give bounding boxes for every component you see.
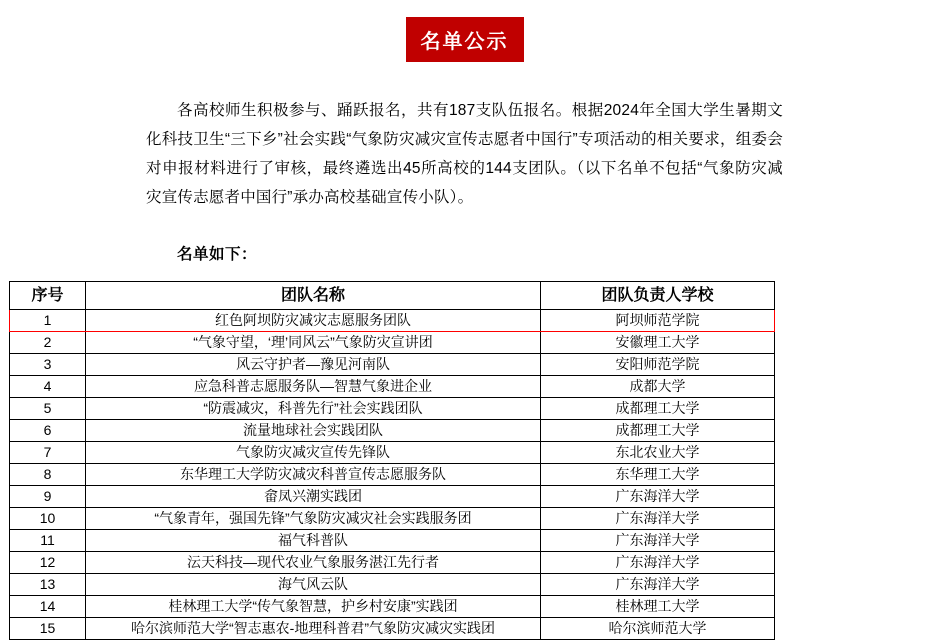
- table-row: [10, 376, 775, 398]
- table-row: [10, 530, 775, 552]
- table-row: [10, 596, 775, 618]
- table-row: [10, 354, 775, 376]
- cell-seq: 4: [10, 376, 86, 398]
- column-header-school: 团队负责人学校: [541, 282, 775, 310]
- table-row: [10, 486, 775, 508]
- table-row: [10, 442, 775, 464]
- cell-school: 广东海洋大学: [541, 530, 775, 552]
- cell-seq: 3: [10, 354, 86, 376]
- roster-table-wrap: [0, 281, 929, 640]
- page-title: 名单公示: [406, 17, 524, 62]
- table-row: [10, 398, 775, 420]
- cell-seq: 11: [10, 530, 86, 552]
- cell-seq: 8: [10, 464, 86, 486]
- column-header-seq: 序号: [10, 282, 86, 310]
- cell-seq: 5: [10, 398, 86, 420]
- cell-school: 成都理工大学: [541, 398, 775, 420]
- cell-team: 气象防灾减灾宣传先锋队: [86, 442, 541, 464]
- cell-team: “防震减灾，科普先行”社会实践团队: [86, 398, 541, 420]
- cell-school: 安阳师范学院: [541, 354, 775, 376]
- cell-school: 安徽理工大学: [541, 332, 775, 354]
- cell-school: 哈尔滨师范大学: [541, 618, 775, 640]
- cell-school: 广东海洋大学: [541, 552, 775, 574]
- cell-team: “气象守望，‘理’同风云”气象防灾宣讲团: [86, 332, 541, 354]
- cell-team: 流量地球社会实践团队: [86, 420, 541, 442]
- cell-seq: 12: [10, 552, 86, 574]
- cell-seq: 14: [10, 596, 86, 618]
- table-header-row: [10, 282, 775, 310]
- roster-table-body: [10, 310, 775, 640]
- cell-team: 畲凤兴潮实践团: [86, 486, 541, 508]
- column-header-team: 团队名称: [86, 282, 541, 310]
- cell-seq: 15: [10, 618, 86, 640]
- cell-team: 哈尔滨师范大学“智志惠农-地理科普君”气象防灾减灾实践团: [86, 618, 541, 640]
- cell-team: 沄天科技—现代农业气象服务湛江先行者: [86, 552, 541, 574]
- cell-team: 海气风云队: [86, 574, 541, 596]
- table-row: [10, 464, 775, 486]
- cell-team: 福气科普队: [86, 530, 541, 552]
- cell-seq: 6: [10, 420, 86, 442]
- title-area: [0, 0, 929, 62]
- table-row: [10, 618, 775, 640]
- cell-team: 应急科普志愿服务队—智慧气象进企业: [86, 376, 541, 398]
- cell-seq: 2: [10, 332, 86, 354]
- cell-school: 阿坝师范学院: [541, 310, 775, 332]
- cell-team: 红色阿坝防灾减灾志愿服务团队: [86, 310, 541, 332]
- cell-school: 广东海洋大学: [541, 574, 775, 596]
- cell-team: 风云守护者—豫见河南队: [86, 354, 541, 376]
- roster-table: [9, 281, 775, 640]
- cell-school: 广东海洋大学: [541, 486, 775, 508]
- table-row: [10, 574, 775, 596]
- cell-school: 东北农业大学: [541, 442, 775, 464]
- list-label: 名单如下：: [177, 246, 258, 263]
- intro-paragraph: 各高校师生积极参与、踊跃报名，共有187支队伍报名。根据2024年全国大学生暑期文化科技卫生“三下乡”社会实践“气象防灾减灾宣传志愿者中国行”专项活动的相关要求，组委会对申报材料进行了审核，最终遴选出45所高校的144支团队。（以下名单不包括“气象防灾减灾宣传志愿者中国行”承办高校基础宣传小队）。: [146, 102, 783, 206]
- cell-school: 广东海洋大学: [541, 508, 775, 530]
- table-row: [10, 508, 775, 530]
- cell-team: 桂林理工大学“传气象智慧，护乡村安康”实践团: [86, 596, 541, 618]
- table-row: [10, 420, 775, 442]
- cell-school: 东华理工大学: [541, 464, 775, 486]
- cell-seq: 9: [10, 486, 86, 508]
- table-row: [10, 332, 775, 354]
- cell-seq: 7: [10, 442, 86, 464]
- table-row: [10, 310, 775, 332]
- cell-school: 成都大学: [541, 376, 775, 398]
- cell-team: “气象青年，强国先锋”气象防灾减灾社会实践服务团: [86, 508, 541, 530]
- cell-seq: 1: [10, 310, 86, 332]
- table-row: [10, 552, 775, 574]
- cell-seq: 10: [10, 508, 86, 530]
- cell-school: 成都理工大学: [541, 420, 775, 442]
- document-body: [0, 96, 929, 264]
- cell-team: 东华理工大学防灾减灾科普宣传志愿服务队: [86, 464, 541, 486]
- cell-school: 桂林理工大学: [541, 596, 775, 618]
- cell-seq: 13: [10, 574, 86, 596]
